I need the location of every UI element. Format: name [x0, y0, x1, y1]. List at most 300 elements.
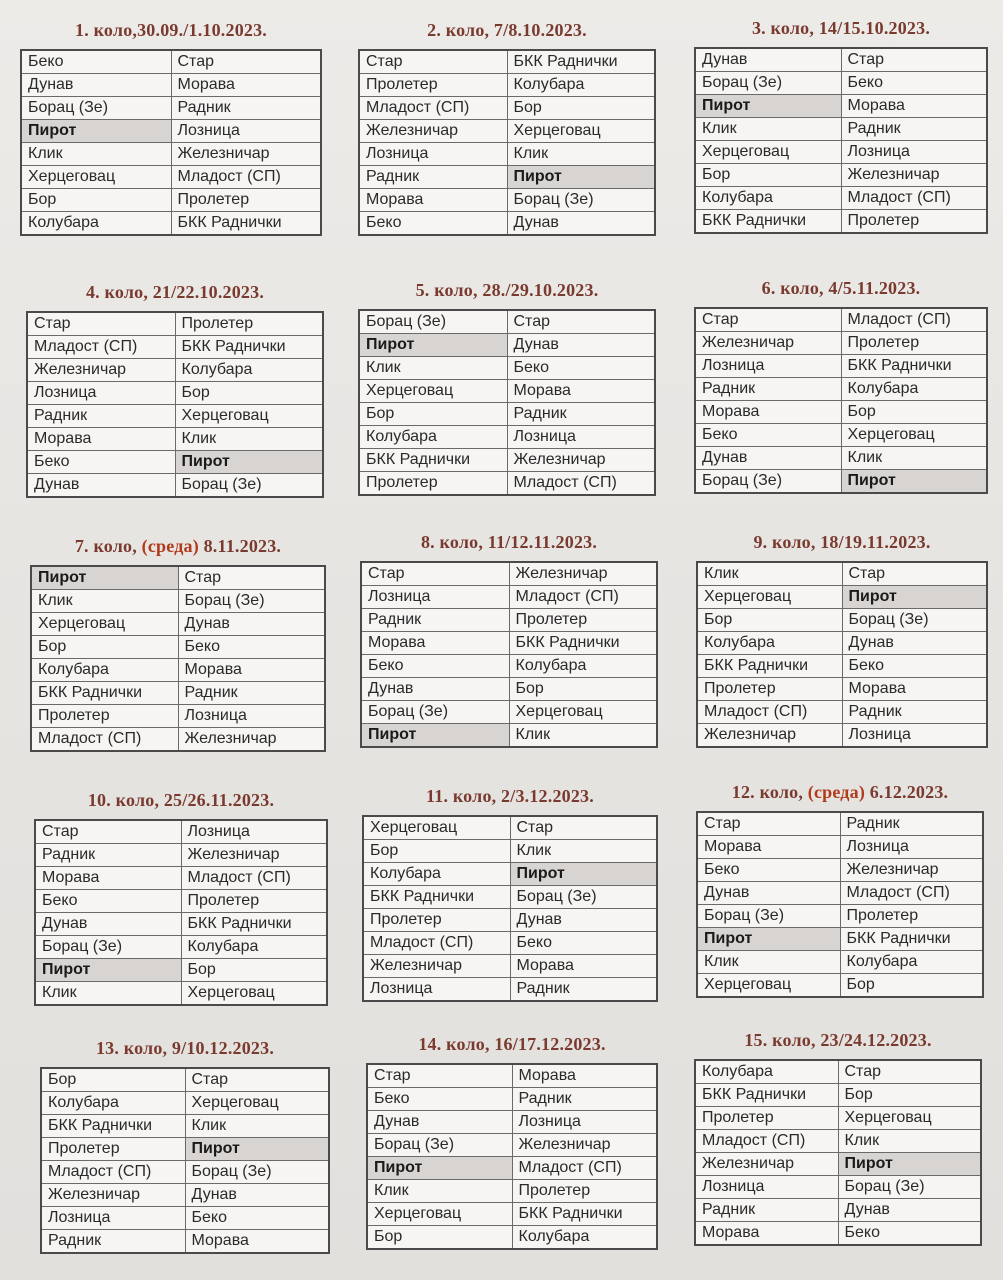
home-team: Младост (СП): [359, 97, 507, 120]
match-row: [695, 1107, 981, 1130]
fixtures-table: [358, 309, 656, 496]
match-row: [695, 1176, 981, 1199]
home-team: Херцеговац: [695, 141, 841, 164]
away-team: Лозница: [840, 836, 983, 859]
away-team: Младост (СП): [512, 1157, 657, 1180]
round-6: [694, 278, 988, 494]
away-team: Борац (Зе): [175, 474, 323, 498]
match-row: [27, 451, 323, 474]
match-row: [35, 890, 327, 913]
away-team: Бор: [841, 401, 987, 424]
match-row: [31, 636, 325, 659]
match-row: [31, 659, 325, 682]
match-row: [697, 928, 983, 951]
match-row: [361, 562, 657, 586]
fixtures-table: [20, 49, 322, 236]
away-team: Железничар: [512, 1134, 657, 1157]
home-team: Борац (Зе): [695, 72, 841, 95]
away-team: Стар: [171, 50, 321, 74]
away-team: Железничар: [507, 449, 655, 472]
match-row: [697, 859, 983, 882]
home-team: Железничар: [697, 724, 842, 748]
fixtures-table: [34, 819, 328, 1006]
fixtures-table: [40, 1067, 330, 1254]
home-team: Клик: [695, 118, 841, 141]
match-row: [695, 210, 987, 234]
away-team: Стар: [510, 816, 657, 840]
match-row: [361, 678, 657, 701]
match-row: [695, 378, 987, 401]
round-5: [358, 280, 656, 496]
away-team: Колубара: [840, 951, 983, 974]
round-title: 14. коло, 16/17.12.2023.: [418, 1034, 606, 1054]
home-team: БКК Раднички: [31, 682, 178, 705]
match-row: [27, 312, 323, 336]
away-team: Бор: [175, 382, 323, 405]
home-team: Клик: [367, 1180, 512, 1203]
match-row: [35, 936, 327, 959]
away-team: Пролетер: [841, 332, 987, 355]
round-15: [694, 1030, 982, 1246]
match-row: [31, 590, 325, 613]
home-team: Дунав: [35, 913, 181, 936]
away-team: Младост (СП): [171, 166, 321, 189]
match-row: [359, 334, 655, 357]
fixtures-table: [358, 49, 656, 236]
away-team: БКК Раднички: [840, 928, 983, 951]
match-row: [21, 120, 321, 143]
away-team: Стар: [841, 48, 987, 72]
away-team: Радник: [171, 97, 321, 120]
home-team: Дунав: [697, 882, 840, 905]
away-team: Пирот: [175, 451, 323, 474]
fixtures-table: [696, 561, 988, 748]
match-row: [363, 863, 657, 886]
match-row: [35, 959, 327, 982]
match-row: [697, 951, 983, 974]
match-row: [359, 120, 655, 143]
home-team: Пролетер: [359, 472, 507, 496]
match-row: [367, 1064, 657, 1088]
match-row: [41, 1068, 329, 1092]
match-row: [695, 401, 987, 424]
match-row: [359, 166, 655, 189]
away-team: Радник: [512, 1088, 657, 1111]
away-team: БКК Раднички: [181, 913, 327, 936]
away-team: Беко: [841, 72, 987, 95]
home-team: Херцеговац: [367, 1203, 512, 1226]
home-team: Младост (СП): [27, 336, 175, 359]
away-team: БКК Раднички: [841, 355, 987, 378]
home-team: Младост (СП): [695, 1130, 838, 1153]
round-title: 5. коло, 28./29.10.2023.: [415, 280, 599, 300]
away-team: Морава: [841, 95, 987, 118]
home-team: Бор: [359, 403, 507, 426]
match-row: [695, 355, 987, 378]
home-team: Колубара: [695, 187, 841, 210]
away-team: Бор: [840, 974, 983, 998]
home-team: Борац (Зе): [359, 310, 507, 334]
match-row: [695, 187, 987, 210]
match-row: [31, 705, 325, 728]
away-team: Младост (СП): [507, 472, 655, 496]
match-row: [35, 982, 327, 1006]
home-team: Младост (СП): [31, 728, 178, 752]
away-team: БКК Раднички: [171, 212, 321, 236]
away-team: Бор: [181, 959, 327, 982]
home-team: Морава: [35, 867, 181, 890]
round-title: 9. коло, 18/19.11.2023.: [753, 532, 931, 552]
away-team: Железничар: [178, 728, 325, 752]
away-team: Колубара: [181, 936, 327, 959]
fixtures-table: [366, 1063, 658, 1250]
away-team: Радник: [840, 812, 983, 836]
home-team: Колубара: [31, 659, 178, 682]
match-row: [363, 840, 657, 863]
match-row: [361, 586, 657, 609]
fixtures-table: [360, 561, 658, 748]
away-team: Дунав: [507, 334, 655, 357]
match-row: [27, 428, 323, 451]
home-team: Бор: [363, 840, 510, 863]
match-row: [27, 474, 323, 498]
home-team: Морава: [361, 632, 509, 655]
match-row: [27, 336, 323, 359]
home-team: Лозница: [695, 1176, 838, 1199]
match-row: [359, 189, 655, 212]
match-row: [41, 1230, 329, 1254]
away-team: Пирот: [185, 1138, 329, 1161]
home-team: Морава: [697, 836, 840, 859]
away-team: Железничар: [171, 143, 321, 166]
away-team: Лозница: [507, 426, 655, 449]
away-team: Морава: [171, 74, 321, 97]
home-team: Радник: [41, 1230, 185, 1254]
match-row: [359, 449, 655, 472]
away-team: Пирот: [507, 166, 655, 189]
round-10: [34, 790, 328, 1006]
home-team: Железничар: [27, 359, 175, 382]
match-row: [697, 586, 987, 609]
away-team: Клик: [185, 1115, 329, 1138]
match-row: [697, 905, 983, 928]
home-team: Дунав: [21, 74, 171, 97]
match-row: [359, 50, 655, 74]
match-row: [35, 867, 327, 890]
away-team: Борац (Зе): [507, 189, 655, 212]
away-team: Бор: [509, 678, 657, 701]
round-title: 8. коло, 11/12.11.2023.: [420, 532, 598, 552]
away-team: Пролетер: [841, 210, 987, 234]
home-team: Пирот: [697, 928, 840, 951]
home-team: Херцеговац: [697, 974, 840, 998]
away-team: Лозница: [171, 120, 321, 143]
round-9: [696, 532, 988, 748]
round-2: [358, 20, 656, 236]
away-team: Младост (СП): [509, 586, 657, 609]
home-team: Железничар: [363, 955, 510, 978]
home-team: Пирот: [35, 959, 181, 982]
home-team: Дунав: [695, 447, 841, 470]
round-title: 10. коло, 25/26.11.2023.: [87, 790, 275, 810]
away-team: Пролетер: [171, 189, 321, 212]
away-team: Стар: [842, 562, 987, 586]
match-row: [363, 909, 657, 932]
match-row: [695, 95, 987, 118]
home-team: Стар: [697, 812, 840, 836]
home-team: Пирот: [695, 95, 841, 118]
away-team: Пролетер: [509, 609, 657, 632]
round-7: [30, 536, 326, 752]
match-row: [695, 48, 987, 72]
match-row: [359, 310, 655, 334]
home-team: Радник: [35, 844, 181, 867]
home-team: Борац (Зе): [21, 97, 171, 120]
home-team: Бор: [367, 1226, 512, 1250]
home-team: Беко: [697, 859, 840, 882]
away-team: Колубара: [507, 74, 655, 97]
match-row: [41, 1115, 329, 1138]
match-row: [359, 74, 655, 97]
away-team: Морава: [178, 659, 325, 682]
round-1: [20, 20, 322, 236]
match-row: [41, 1092, 329, 1115]
match-row: [697, 724, 987, 748]
home-team: Бор: [21, 189, 171, 212]
home-team: Стар: [361, 562, 509, 586]
match-row: [697, 632, 987, 655]
away-team: Беко: [510, 932, 657, 955]
home-team: Лозница: [27, 382, 175, 405]
away-team: БКК Раднички: [512, 1203, 657, 1226]
round-12: [696, 782, 984, 998]
round-title: 2. коло, 7/8.10.2023.: [427, 20, 587, 40]
away-team: Лозница: [181, 820, 327, 844]
away-team: Дунав: [842, 632, 987, 655]
match-row: [361, 655, 657, 678]
match-row: [697, 812, 983, 836]
match-row: [695, 332, 987, 355]
home-team: Клик: [21, 143, 171, 166]
home-team: Борац (Зе): [35, 936, 181, 959]
home-team: Железничар: [695, 1153, 838, 1176]
away-team: Борац (Зе): [842, 609, 987, 632]
home-team: БКК Раднички: [363, 886, 510, 909]
match-row: [695, 1199, 981, 1222]
away-team: Бор: [507, 97, 655, 120]
home-team: Беко: [361, 655, 509, 678]
fixtures-table: [696, 811, 984, 998]
away-team: Херцеговац: [181, 982, 327, 1006]
home-team: Дунав: [27, 474, 175, 498]
home-team: Херцеговац: [31, 613, 178, 636]
match-row: [695, 1084, 981, 1107]
home-team: Пролетер: [31, 705, 178, 728]
home-team: Борац (Зе): [361, 701, 509, 724]
match-row: [695, 72, 987, 95]
away-team: Младост (СП): [841, 308, 987, 332]
match-row: [31, 728, 325, 752]
home-team: Пирот: [31, 566, 178, 590]
away-team: БКК Раднички: [175, 336, 323, 359]
away-team: Радник: [507, 403, 655, 426]
home-team: Херцеговац: [21, 166, 171, 189]
fixtures-table: [30, 565, 326, 752]
away-team: Пирот: [842, 586, 987, 609]
match-row: [367, 1134, 657, 1157]
home-team: Клик: [359, 357, 507, 380]
home-team: Бор: [695, 164, 841, 187]
away-team: Пирот: [510, 863, 657, 886]
match-row: [363, 886, 657, 909]
home-team: Лозница: [695, 355, 841, 378]
match-row: [359, 380, 655, 403]
match-row: [695, 1222, 981, 1246]
match-row: [367, 1226, 657, 1250]
match-row: [363, 955, 657, 978]
home-team: Железничар: [359, 120, 507, 143]
away-team: Младост (СП): [841, 187, 987, 210]
home-team: Морава: [359, 189, 507, 212]
match-row: [695, 424, 987, 447]
match-row: [697, 678, 987, 701]
match-row: [697, 882, 983, 905]
away-team: Клик: [175, 428, 323, 451]
home-team: Стар: [695, 308, 841, 332]
home-team: БКК Раднички: [695, 1084, 838, 1107]
home-team: Колубара: [363, 863, 510, 886]
match-row: [367, 1157, 657, 1180]
away-team: Пирот: [838, 1153, 981, 1176]
match-row: [697, 701, 987, 724]
away-team: Радник: [178, 682, 325, 705]
away-team: Беко: [178, 636, 325, 659]
away-team: Дунав: [510, 909, 657, 932]
round-title: 15. коло, 23/24.12.2023.: [744, 1030, 932, 1050]
away-team: Стар: [507, 310, 655, 334]
home-team: Морава: [695, 401, 841, 424]
match-row: [359, 212, 655, 236]
away-team: Клик: [838, 1130, 981, 1153]
away-team: Морава: [507, 380, 655, 403]
home-team: Радник: [361, 609, 509, 632]
home-team: Лозница: [361, 586, 509, 609]
round-title: 3. коло, 14/15.10.2023.: [751, 18, 931, 38]
away-team: Железничар: [841, 164, 987, 187]
away-team: БКК Раднички: [507, 50, 655, 74]
home-team: Бор: [697, 609, 842, 632]
home-team: Дунав: [367, 1111, 512, 1134]
match-row: [367, 1111, 657, 1134]
home-team: Стар: [367, 1064, 512, 1088]
home-team: Клик: [31, 590, 178, 613]
match-row: [695, 1153, 981, 1176]
away-team: Борац (Зе): [185, 1161, 329, 1184]
match-row: [695, 141, 987, 164]
match-row: [695, 1060, 981, 1084]
home-team: Беко: [27, 451, 175, 474]
match-row: [31, 613, 325, 636]
match-row: [695, 164, 987, 187]
fixtures-table: [694, 1059, 982, 1246]
home-team: Стар: [27, 312, 175, 336]
away-team: БКК Раднички: [509, 632, 657, 655]
away-team: Дунав: [185, 1184, 329, 1207]
match-row: [361, 724, 657, 748]
away-team: Пролетер: [181, 890, 327, 913]
home-team: Херцеговац: [697, 586, 842, 609]
home-team: Бор: [41, 1068, 185, 1092]
match-row: [695, 1130, 981, 1153]
home-team: Дунав: [361, 678, 509, 701]
home-team: Борац (Зе): [695, 470, 841, 494]
match-row: [697, 836, 983, 859]
home-team: Колубара: [359, 426, 507, 449]
match-row: [31, 682, 325, 705]
match-row: [21, 143, 321, 166]
away-team: Беко: [842, 655, 987, 678]
match-row: [21, 212, 321, 236]
match-row: [361, 632, 657, 655]
match-row: [359, 357, 655, 380]
away-team: Лозница: [178, 705, 325, 728]
match-row: [31, 566, 325, 590]
away-team: Морава: [842, 678, 987, 701]
match-row: [363, 932, 657, 955]
home-team: Железничар: [41, 1184, 185, 1207]
away-team: Херцеговац: [185, 1092, 329, 1115]
home-team: Херцеговац: [363, 816, 510, 840]
match-row: [367, 1180, 657, 1203]
match-row: [697, 609, 987, 632]
home-team: Борац (Зе): [697, 905, 840, 928]
home-team: Беко: [359, 212, 507, 236]
away-team: Радник: [842, 701, 987, 724]
home-team: Железничар: [695, 332, 841, 355]
away-team: Херцеговац: [507, 120, 655, 143]
match-row: [695, 447, 987, 470]
home-team: Беко: [21, 50, 171, 74]
away-team: Пролетер: [175, 312, 323, 336]
away-team: Железничар: [181, 844, 327, 867]
home-team: Радник: [695, 1199, 838, 1222]
home-team: Младост (СП): [363, 932, 510, 955]
home-team: Радник: [695, 378, 841, 401]
match-row: [695, 470, 987, 494]
match-row: [361, 701, 657, 724]
home-team: Борац (Зе): [367, 1134, 512, 1157]
match-row: [359, 143, 655, 166]
away-team: Железничар: [509, 562, 657, 586]
away-team: Бор: [838, 1084, 981, 1107]
home-team: Колубара: [695, 1060, 838, 1084]
home-team: Колубара: [21, 212, 171, 236]
match-row: [361, 609, 657, 632]
home-team: Пирот: [361, 724, 509, 748]
away-team: Морава: [512, 1064, 657, 1088]
round-title: 13. коло, 9/10.12.2023.: [95, 1038, 275, 1058]
match-row: [695, 308, 987, 332]
round-13: [40, 1038, 330, 1254]
home-team: Пролетер: [695, 1107, 838, 1130]
away-team: Беко: [838, 1222, 981, 1246]
match-row: [21, 166, 321, 189]
fixtures-table: [26, 311, 324, 498]
home-team: БКК Раднички: [359, 449, 507, 472]
home-team: Лозница: [359, 143, 507, 166]
away-team: Борац (Зе): [178, 590, 325, 613]
match-row: [363, 978, 657, 1002]
